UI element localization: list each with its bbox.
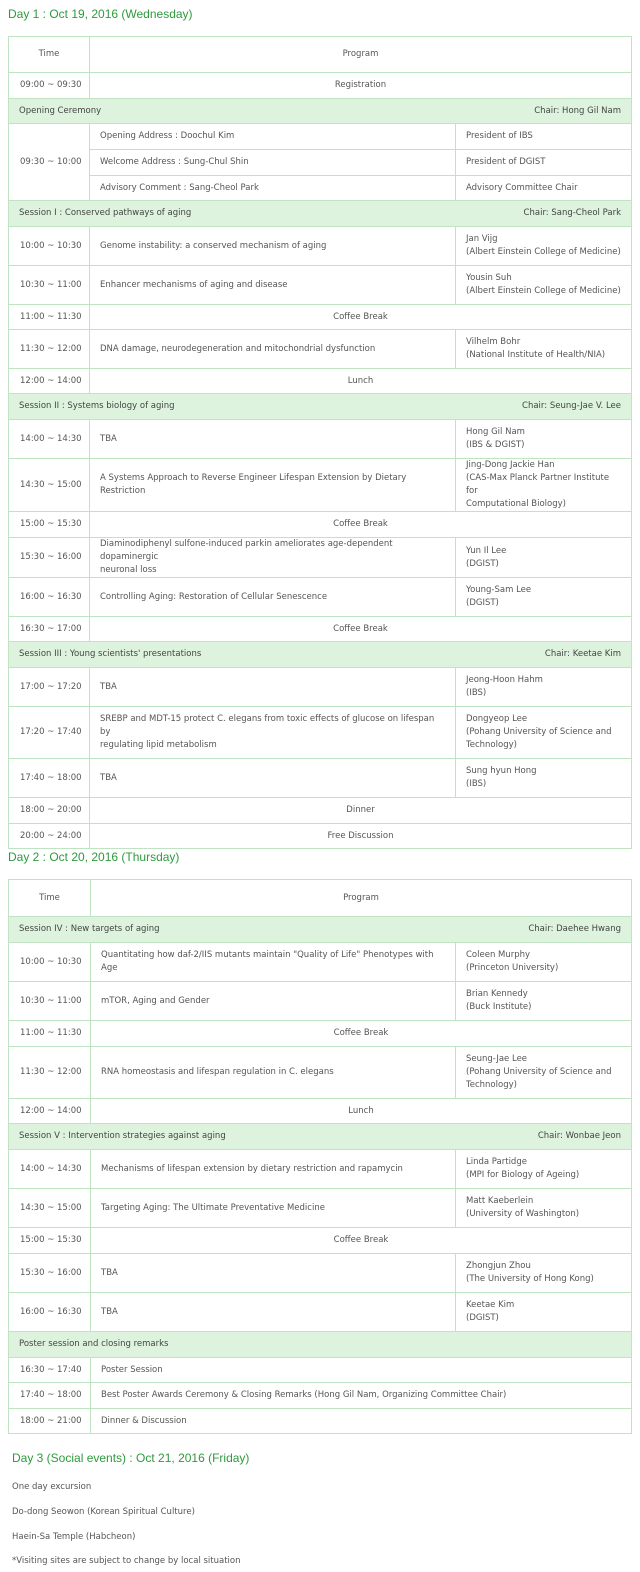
time-cell: 16:30 ~ 17:40 [9, 1358, 91, 1383]
time-cell: 14:00 ~ 14:30 [9, 420, 90, 459]
time-cell: 10:30 ~ 11:00 [9, 266, 90, 305]
speaker-cell: Advisory Committee Chair [456, 176, 632, 201]
table-row [9, 73, 632, 99]
speaker-cell [456, 1254, 632, 1293]
program-cell: Advisory Comment : Sang-Cheol Park [90, 176, 456, 201]
time-cell: 09:30 ~ 10:00 [9, 124, 90, 201]
speaker-cell [456, 538, 632, 578]
table-header-row [9, 880, 632, 917]
session-row [9, 99, 632, 124]
session-row [9, 394, 632, 420]
speaker-affiliation: (IBS) [466, 779, 487, 789]
session-title: Opening Ceremony [19, 105, 102, 116]
table-row [9, 1228, 632, 1254]
program-cell: Best Poster Awards Ceremony & Closing Remarks (Hong Gil Nam, Organizing Committee Chair) [91, 1383, 632, 1409]
table-row [9, 1150, 632, 1189]
table-row [9, 459, 632, 512]
speaker-affiliation: (University of Washington) [466, 1209, 580, 1219]
program-header: Program [90, 37, 632, 73]
table-row [9, 176, 632, 201]
program-cell: RNA homeostasis and lifespan regulation in C. elegans [91, 1047, 456, 1099]
list-item: Haein-Sa Temple (Habcheon) [12, 1532, 136, 1542]
table-row [9, 1383, 632, 1409]
speaker-name: Seung-Jae Lee [466, 1054, 528, 1064]
time-header: Time [9, 880, 91, 917]
table-row [9, 759, 632, 798]
speaker-name: Keetae Kim [466, 1300, 515, 1310]
speaker-affiliation: (DGIST) [466, 598, 499, 608]
program-cell: Controlling Aging: Restoration of Cellular Senescence [90, 578, 456, 617]
session-chair: Chair: Hong Gil Nam [534, 105, 621, 116]
list-item: Do-dong Seowon (Korean Spiritual Culture) [12, 1507, 195, 1517]
speaker-affiliation: (CAS-Max Planck Partner Institute for [466, 473, 610, 496]
session-chair: Chair: Keetae Kim [544, 649, 621, 659]
time-cell: 10:30 ~ 11:00 [9, 982, 91, 1021]
table-row [9, 1047, 632, 1099]
speaker-cell [456, 1189, 632, 1228]
table-row [9, 1409, 632, 1434]
day2-title: Day 2 : Oct 20, 2016 (Thursday) [8, 850, 180, 864]
time-cell: 11:30 ~ 12:00 [9, 330, 90, 369]
time-cell: 16:00 ~ 16:30 [9, 578, 90, 617]
day1-schedule-table [8, 36, 632, 849]
speaker-name: Jan Vijg [466, 234, 498, 244]
table-row [9, 369, 632, 394]
list-item: One day excursion [12, 1482, 92, 1492]
program-cell: A Systems Approach to Reverse Engineer Lifespan Extension by Dietary Restriction [90, 459, 456, 512]
time-cell: 17:20 ~ 17:40 [9, 707, 90, 759]
time-cell: 09:00 ~ 09:30 [9, 73, 90, 99]
speaker-cell [456, 982, 632, 1021]
speaker-affiliation: (DGIST) [466, 1313, 499, 1323]
speaker-name: Dongyeop Lee [466, 714, 528, 724]
speaker-name: Brian Kennedy [466, 989, 528, 999]
time-cell: 14:30 ~ 15:00 [9, 459, 90, 512]
program-cell: Coffee Break [90, 512, 632, 538]
program-line: neuronal loss [100, 565, 157, 575]
speaker-cell [456, 1150, 632, 1189]
day1-title: Day 1 : Oct 19, 2016 (Wednesday) [8, 7, 193, 21]
speaker-name: Sung hyun Hong [466, 766, 537, 776]
speaker-cell [456, 1293, 632, 1332]
speaker-cell [456, 420, 632, 459]
day2-schedule-table [8, 879, 632, 1434]
table-row [9, 943, 632, 982]
program-cell: Lunch [91, 1099, 632, 1124]
time-cell: 15:30 ~ 16:00 [9, 1254, 91, 1293]
list-item: *Visiting sites are subject to change by local situation [12, 1556, 241, 1566]
speaker-affiliation: Technology) [466, 740, 517, 750]
speaker-name: Zhongjun Zhou [466, 1261, 531, 1271]
table-row [9, 1358, 632, 1383]
table-row [9, 1293, 632, 1332]
speaker-name: Yun Il Lee [466, 545, 507, 556]
speaker-affiliation: (MPI for Biology of Ageing) [466, 1170, 580, 1180]
program-cell: Coffee Break [90, 617, 632, 642]
table-row [9, 330, 632, 369]
program-cell: Quantitating how daf-2/IIS mutants maintain "Quality of Life" Phenotypes with Age [91, 943, 456, 982]
day3-title: Day 3 (Social events) : Oct 21, 2016 (Friday) [12, 1451, 250, 1465]
time-cell: 18:00 ~ 20:00 [9, 798, 90, 824]
speaker-name: Matt Kaeberlein [466, 1196, 534, 1206]
program-cell: Genome instability: a conserved mechanism of aging [90, 227, 456, 266]
program-cell: Dinner & Discussion [91, 1409, 632, 1434]
time-cell: 12:00 ~ 14:00 [9, 369, 90, 394]
table-row [9, 1189, 632, 1228]
program-cell: TBA [91, 1254, 456, 1293]
table-row [9, 538, 632, 578]
speaker-cell [456, 227, 632, 266]
speaker-affiliation: (Buck Institute) [466, 1002, 532, 1012]
table-header-row [9, 37, 632, 73]
time-cell: 20:00 ~ 24:00 [9, 824, 90, 849]
speaker-cell: President of IBS [456, 124, 632, 150]
speaker-name: Young-Sam Lee [466, 585, 532, 595]
time-cell: 16:30 ~ 17:00 [9, 617, 90, 642]
time-cell: 17:40 ~ 18:00 [9, 1383, 91, 1409]
speaker-cell [456, 578, 632, 617]
program-cell: Coffee Break [91, 1021, 632, 1047]
speaker-affiliation: (The University of Hong Kong) [466, 1274, 594, 1284]
speaker-name: Coleen Murphy [466, 950, 531, 960]
speaker-affiliation: (IBS & DGIST) [466, 440, 525, 450]
session-title: Session III : Young scientists' presentations [19, 649, 202, 659]
time-cell: 15:00 ~ 15:30 [9, 512, 90, 538]
speaker-affiliation: (National Institute of Health/NIA) [466, 350, 606, 360]
program-cell: Targeting Aging: The Ultimate Preventative Medicine [91, 1189, 456, 1228]
time-cell: 15:30 ~ 16:00 [9, 538, 90, 578]
time-cell: 14:30 ~ 15:00 [9, 1189, 91, 1228]
speaker-name: Jeong-Hoon Hahm [466, 675, 543, 685]
speaker-affiliation: (IBS) [466, 688, 487, 698]
time-cell: 10:00 ~ 10:30 [9, 227, 90, 266]
session-row [9, 642, 632, 668]
table-row [9, 707, 632, 759]
speaker-name: Yousin Suh [466, 273, 512, 283]
table-row [9, 227, 632, 266]
session-title: Session V : Intervention strategies against aging [19, 1131, 226, 1141]
speaker-affiliation: (Albert Einstein College of Medicine) [466, 247, 621, 257]
table-row [9, 124, 632, 150]
program-cell: Opening Address : Doochul Kim [90, 124, 456, 150]
table-row [9, 798, 632, 824]
speaker-cell [456, 943, 632, 982]
program-header: Program [91, 880, 632, 917]
session-row [9, 201, 632, 227]
session-title: Session I : Conserved pathways of aging [19, 208, 192, 218]
speaker-name: Vilhelm Bohr [466, 337, 521, 347]
program-cell: Mechanisms of lifespan extension by dietary restriction and rapamycin [91, 1150, 456, 1189]
time-cell: 12:00 ~ 14:00 [9, 1099, 91, 1124]
program-cell: Enhancer mechanisms of aging and disease [90, 266, 456, 305]
time-cell: 14:00 ~ 14:30 [9, 1150, 91, 1189]
time-header: Time [9, 37, 90, 73]
table-row [9, 266, 632, 305]
table-row [9, 617, 632, 642]
program-line: SREBP and MDT-15 protect C. elegans from toxic effects of glucose on lifespan by [100, 714, 435, 737]
speaker-name: Linda Partidge [466, 1157, 527, 1167]
program-cell: Registration [90, 73, 632, 99]
speaker-affiliation: (Pohang University of Science and [466, 1067, 612, 1077]
session-row [9, 917, 632, 943]
table-row [9, 982, 632, 1021]
program-cell: DNA damage, neurodegeneration and mitochondrial dysfunction [90, 330, 456, 369]
program-cell: Coffee Break [91, 1228, 632, 1254]
speaker-affiliation: (Albert Einstein College of Medicine) [466, 286, 621, 296]
session-title: Session II : Systems biology of aging [19, 401, 175, 411]
program-cell: TBA [90, 759, 456, 798]
program-cell: Free Discussion [90, 824, 632, 849]
table-row [9, 150, 632, 176]
program-cell: TBA [91, 1293, 456, 1332]
table-row [9, 1021, 632, 1047]
program-cell: Dinner [90, 798, 632, 824]
session-row [9, 1124, 632, 1150]
program-cell [90, 538, 456, 578]
session-chair: Chair: Sang-Cheol Park [523, 208, 621, 218]
session-chair: Chair: Daehee Hwang [528, 924, 621, 934]
session-chair: Chair: Seung-Jae V. Lee [522, 401, 621, 411]
time-cell: 11:00 ~ 11:30 [9, 305, 90, 330]
speaker-affiliation: Computational Biology) [466, 499, 566, 509]
program-cell [90, 707, 456, 759]
session-row [9, 1332, 632, 1358]
speaker-name: Hong Gil Nam [466, 427, 525, 437]
time-cell: 18:00 ~ 21:00 [9, 1409, 91, 1434]
table-row [9, 824, 632, 849]
speaker-cell [456, 459, 632, 512]
speaker-affiliation: (DGIST) [466, 558, 499, 569]
program-cell: Coffee Break [90, 305, 632, 330]
time-cell: 17:40 ~ 18:00 [9, 759, 90, 798]
speaker-cell: President of DGIST [456, 150, 632, 176]
program-line: regulating lipid metabolism [100, 740, 217, 750]
speaker-affiliation: (Pohang University of Science and [466, 727, 612, 737]
program-cell: Poster Session [91, 1358, 632, 1383]
table-row [9, 305, 632, 330]
time-cell: 11:00 ~ 11:30 [9, 1021, 91, 1047]
session-chair: Chair: Wonbae Jeon [537, 1131, 621, 1141]
table-row [9, 668, 632, 707]
time-cell: 15:00 ~ 15:30 [9, 1228, 91, 1254]
time-cell: 10:00 ~ 10:30 [9, 943, 91, 982]
speaker-cell [456, 707, 632, 759]
session-title: Session IV : New targets of aging [19, 924, 160, 934]
program-cell: TBA [90, 420, 456, 459]
speaker-affiliation: Technology) [466, 1080, 517, 1090]
program-line: Diaminodiphenyl sulfone-induced parkin ameliorates age-dependent dopaminergic [100, 539, 393, 562]
speaker-cell [456, 668, 632, 707]
time-cell: 17:00 ~ 17:20 [9, 668, 90, 707]
table-row [9, 1099, 632, 1124]
program-cell: Welcome Address : Sung-Chul Shin [90, 150, 456, 176]
speaker-name: Jing-Dong Jackie Han [466, 460, 555, 470]
speaker-cell [456, 759, 632, 798]
program-cell: TBA [90, 668, 456, 707]
time-cell: 16:00 ~ 16:30 [9, 1293, 91, 1332]
table-row [9, 578, 632, 617]
table-row [9, 420, 632, 459]
program-cell: mTOR, Aging and Gender [91, 982, 456, 1021]
speaker-affiliation: (Princeton University) [466, 963, 559, 973]
speaker-cell [456, 330, 632, 369]
speaker-cell [456, 1047, 632, 1099]
table-row [9, 512, 632, 538]
table-row [9, 1254, 632, 1293]
time-cell: 11:30 ~ 12:00 [9, 1047, 91, 1099]
speaker-cell [456, 266, 632, 305]
program-cell: Lunch [90, 369, 632, 394]
session-title: Poster session and closing remarks [9, 1332, 632, 1358]
